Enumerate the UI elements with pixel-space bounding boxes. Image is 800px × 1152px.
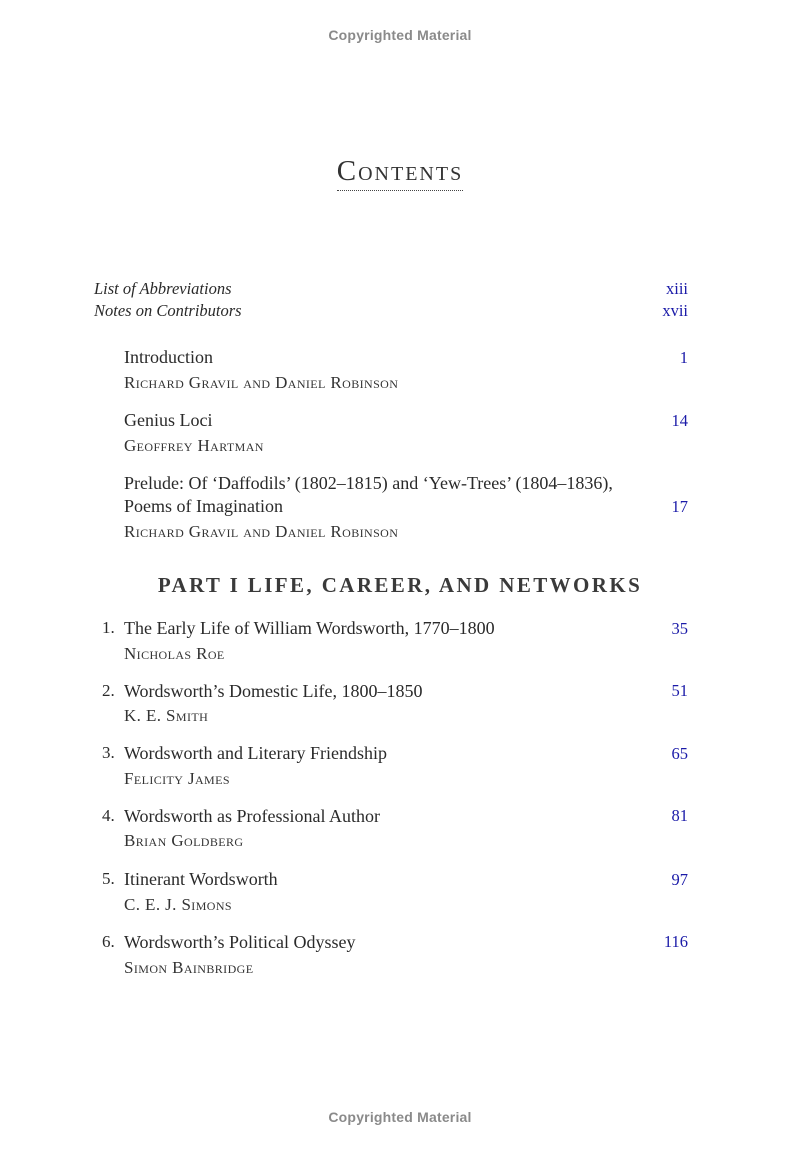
page-number-link[interactable]: 1 [679, 348, 688, 367]
toc-entry-title-line1: Prelude: Of ‘Daffodils’ (1802–1815) and ‘Yew-Trees’ (1804–1836), [124, 473, 613, 493]
page-number-link[interactable]: xvii [662, 301, 688, 320]
toc-entry-title: Wordsworth’s Political Odyssey [124, 932, 356, 952]
toc-entry-title: Genius Loci [124, 410, 213, 430]
chapter-number: 6. [102, 932, 115, 951]
toc-entry-author: Richard Gravil and Daniel Robinson [124, 373, 399, 392]
page-number-link[interactable]: 17 [671, 497, 688, 516]
watermark-bottom: Copyrighted Material [328, 1109, 472, 1125]
page-number-link[interactable]: 14 [671, 411, 688, 430]
toc-entry-author: Richard Gravil and Daniel Robinson [124, 522, 399, 541]
chapter-number: 3. [102, 743, 115, 762]
toc-entry-title: Notes on Contributors [94, 301, 242, 320]
toc-entry-author: Felicity James [124, 769, 230, 788]
chapter-number: 4. [102, 806, 115, 825]
chapter-number: 1. [102, 618, 115, 637]
page-number-link[interactable]: 97 [671, 870, 688, 889]
page-number-link[interactable]: 65 [671, 744, 688, 763]
toc-entry-title: Wordsworth’s Domestic Life, 1800–1850 [124, 681, 423, 701]
page-title [0, 154, 800, 191]
toc-entry-title: Wordsworth as Professional Author [124, 806, 381, 826]
watermark-top: Copyrighted Material [328, 27, 472, 43]
page-number-link[interactable]: 116 [663, 932, 688, 951]
toc-entry-title: List of Abbreviations [94, 279, 232, 298]
toc-entry-title: Introduction [124, 347, 213, 367]
toc-entry-author: Brian Goldberg [124, 831, 244, 850]
page-number-link[interactable]: 51 [671, 681, 688, 700]
toc-entry-author: K. E. Smith [124, 706, 209, 725]
page-number-link[interactable]: xiii [665, 279, 688, 298]
toc-entry-author: C. E. J. Simons [124, 895, 232, 914]
chapter-number: 5. [102, 869, 115, 888]
toc-entry-title-line2: Poems of Imagination [124, 496, 283, 516]
toc-entry-author: Simon Bainbridge [124, 958, 254, 977]
part-heading: PART I LIFE, CAREER, AND NETWORKS [157, 573, 643, 597]
toc-entry-author: Geoffrey Hartman [124, 436, 264, 455]
chapter-number: 2. [102, 681, 115, 700]
toc-entry-title: The Early Life of William Wordsworth, 1770–1800 [124, 618, 495, 638]
page-number-link[interactable]: 35 [671, 619, 688, 638]
toc-entry-author: Nicholas Roe [124, 644, 225, 663]
toc-entry-title: Wordsworth and Literary Friendship [124, 743, 387, 763]
toc-entry-title: Itinerant Wordsworth [124, 869, 278, 889]
contents-heading: Contents [337, 154, 463, 191]
page-number-link[interactable]: 81 [671, 806, 688, 825]
